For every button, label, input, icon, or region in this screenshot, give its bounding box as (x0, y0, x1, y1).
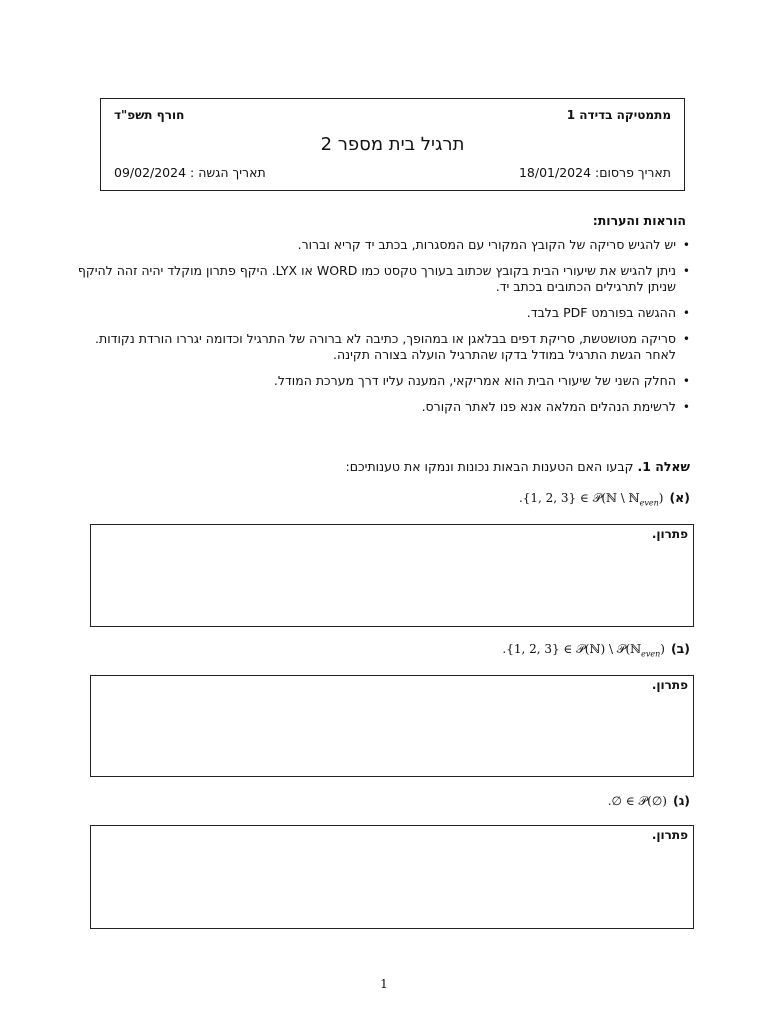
part-label: (ב) (670, 641, 690, 656)
math-subscript: even (639, 498, 659, 508)
part-a (519, 490, 690, 507)
bullet: • (682, 332, 690, 346)
math-main: .{1, 2, 3} ∈ 𝒫(ℕ) \ 𝒫(ℕ (502, 642, 642, 656)
list-item (70, 305, 690, 321)
instruction-text: החלק השני של שיעורי הבית הוא אמריקאי, המענה עליו דרך מערכת המודל. (273, 373, 676, 388)
math-tail: ) (660, 642, 665, 656)
list-item (70, 331, 690, 363)
bullet: • (682, 264, 690, 278)
part-math (519, 491, 664, 507)
semester: חורף תשפ"ד (114, 108, 185, 122)
list-item (70, 373, 690, 389)
submit-date: תאריך הגשה : 09/02/2024 (114, 165, 266, 180)
math-tail: ) (658, 491, 664, 505)
list-item (70, 263, 690, 295)
publish-date: תאריך פרסום: 18/01/2024 (518, 165, 671, 180)
instruction-text: לרשימת הנהלים המלאה אנא פנו לאתר הקורס. (421, 399, 676, 414)
page-number: 1 (380, 977, 388, 991)
list-item (70, 399, 690, 415)
part-math (502, 642, 665, 658)
instruction-text: ההגשה בפורמט PDF בלבד. (526, 305, 676, 320)
solution-label: פתרון. (651, 678, 688, 692)
bullet: • (682, 400, 690, 414)
solution-box-b[interactable] (90, 675, 694, 777)
part-c (608, 793, 690, 810)
instructions-list (70, 237, 690, 425)
part-label: (ג) (672, 793, 690, 808)
math-subscript: even (641, 649, 661, 659)
solution-label: פתרון. (651, 527, 688, 541)
bullet: • (682, 374, 690, 388)
header-box (100, 98, 685, 191)
math-main: .{1, 2, 3} ∈ 𝒫(ℕ \ ℕ (518, 491, 640, 505)
solution-label: פתרון. (651, 828, 688, 842)
course-name: מתמטיקה בדידה 1 (566, 108, 671, 122)
part-b (502, 641, 690, 658)
bullet: • (682, 306, 690, 320)
list-item (70, 237, 690, 253)
math-main: .∅ ∈ 𝒫(∅) (607, 794, 667, 808)
part-label: (א) (669, 490, 690, 505)
instruction-text: יש להגיש סריקה של הקובץ המקורי עם המסגרות, בכתב יד קריא וברור. (297, 237, 676, 252)
part-math (608, 794, 667, 810)
instruction-text: סריקה מטושטשת, סריקת דפים בבלאגן או במהופך, כתיבה לא ברורה של התרגיל וכדומה יגררו הורדת נקודות. לאחר הגשת התרגיל במודל בדקו שהתרגיל הועלה בצורה תקינה. (95, 331, 676, 362)
solution-box-c[interactable] (90, 825, 694, 929)
solution-box-a[interactable] (90, 524, 694, 627)
question-label: שאלה 1. (637, 459, 690, 474)
instructions-heading: הוראות והערות: (592, 213, 686, 228)
instruction-text: ניתן להגיש את שיעורי הבית בקובץ שכתוב בעורך טקסט כמו WORD או LYX. היקף פתרון מוקלד יהיה זהה להיקף שניתן לתרגילים הכתובים בכתב יד. (77, 263, 676, 294)
assignment-title: תרגיל בית מספר 2 (320, 134, 465, 155)
question-1 (346, 459, 690, 474)
question-text: קבעו האם הטענות הבאות נכונות ונמקו את טענותיכם: (345, 459, 634, 474)
bullet: • (682, 238, 690, 252)
